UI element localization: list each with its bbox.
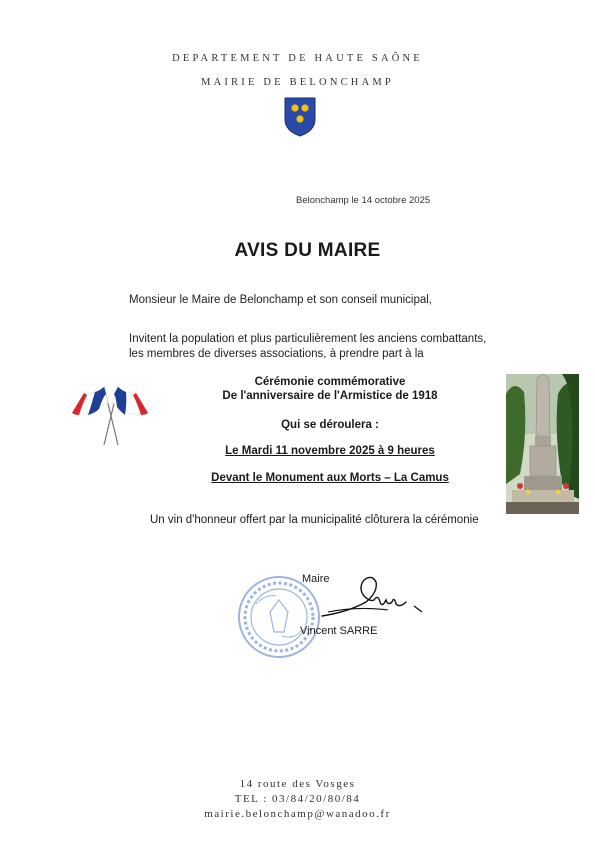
ceremony-line-1: Cérémonie commémorative [254, 376, 406, 388]
footer-phone: TEL : 03/84/20/80/84 [234, 793, 361, 805]
invitation-line-1: Invitent la population et plus particulièrement les anciens combattants, [129, 333, 487, 345]
reception-note: Un vin d'honneur offert par la municipalité clôturera la cérémonie [150, 514, 479, 526]
footer-address: 14 route des Vosges [239, 778, 356, 790]
handwritten-signature [318, 572, 428, 622]
schedule-intro: Qui se déroulera : [281, 419, 379, 431]
footer-email: mairie.belonchamp@wanadoo.fr [204, 808, 391, 820]
invitation-line-2: les membres de diverses associations, à prendre part à la [129, 348, 424, 360]
event-location: Devant le Monument aux Morts – La Camus [211, 472, 449, 484]
official-stamp [236, 574, 322, 660]
greeting-text: Monsieur le Maire de Belonchamp et son conseil municipal, [129, 294, 432, 306]
signatory-name: Vincent SARRE [300, 625, 378, 637]
signatory-role: Maire [302, 573, 330, 585]
department-header: DEPARTEMENT DE HAUTE SAÔNE [172, 53, 423, 64]
coat-of-arms-icon [284, 97, 316, 137]
page-title: AVIS DU MAIRE [234, 240, 381, 261]
ceremony-line-2: De l'anniversaire de l'Armistice de 1918 [222, 390, 438, 402]
date-line: Belonchamp le 14 octobre 2025 [296, 195, 431, 206]
mairie-header: MAIRIE DE BELONCHAMP [201, 77, 394, 88]
event-datetime: Le Mardi 11 novembre 2025 à 9 heures [225, 445, 435, 457]
war-memorial-photo [506, 374, 579, 514]
